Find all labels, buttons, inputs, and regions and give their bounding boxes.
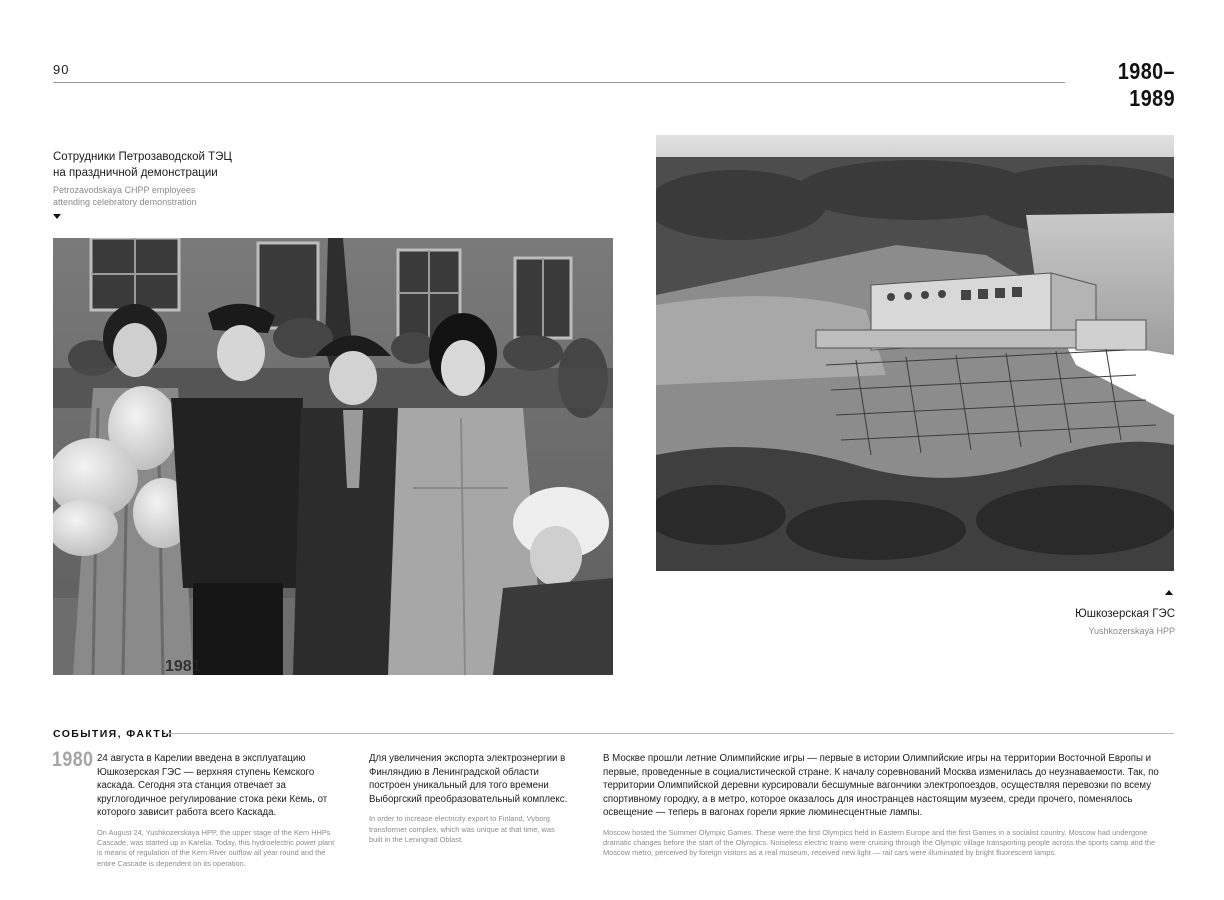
event-text-ru: 24 августа в Карелии введена в эксплуатацию Юшкозерская ГЭС — верхняя ступень Кемского каскада. Сегодня эта станция отвечает за круглогодичное регулирование стока реки Кемь, от которого зависит работа всего Каскада. [97, 753, 328, 819]
left-photo-caption [53, 149, 233, 208]
event-text-en: In order to increase electricity export to Finland, Vyborg transformer complex, which was unique at that time, was built in the Leningrad Oblast. [369, 814, 555, 844]
left-caption-en: Petrozavodskaya CHPP employees attending celebratory demonstration [53, 185, 197, 207]
photo-date-stamp: 1981 [165, 658, 201, 675]
photo-yushkozerskaya-hpp [656, 135, 1174, 571]
event-item-hpp [97, 752, 337, 869]
event-text-ru: Для увеличения экспорта электроэнергии в Финляндию в Ленинградской области построен уникальный для того времени Выборгский преобразовательный комплекс. [369, 753, 568, 805]
left-caption-ru-line2: на праздничной демонстрации [53, 167, 218, 179]
chapter-year-range: 1980–1989 [1117, 58, 1175, 111]
events-divider [165, 733, 1174, 734]
event-item-olympics [603, 752, 1173, 859]
event-text-ru: В Москве прошли летние Олимпийские игры — первые в истории Олимпийские игры на территории Восточной Европы и первые, проведенные в социалистической стране. К началу соревнований Москва изменилась до неузнаваемости. Так, по территории Олимпийской деревни курсировали бесшумные вагончики электропоездов, осуществляя перевозки по всему спортивному городку, а в метро, которое оказалось для иностранцев настоящим музеем, среди прочего, поменялось освещение — теперь в вагонах горели яркие люминесцентные лампы. [603, 753, 1159, 819]
page-number: 90 [53, 62, 70, 77]
event-text-en: Moscow hosted the Summer Olympic Games. These were the first Olympics held in Eastern Europe and the first Games in a socialist country. Moscow had undergone dramatic changes before the start of the Olympics. Noiseless electric trains were cruising through the Olympic village transporting people across the sports camp and the Moscow metro, perceived by foreign visitors as a real museum, received new light — rail cars were illuminated by bright fluorescent lamps. [603, 827, 1156, 858]
events-heading: СОБЫТИЯ, ФАКТЫ [53, 728, 173, 740]
triangle-up-icon [1165, 590, 1173, 595]
event-item-vyborg [369, 752, 569, 845]
event-text-en: On August 24, Yushkozerskaya HPP, the upper stage of the Kem HHPs Cascade, was started up in Karelia. Today, this hydroelectric power plant is means of regulation of the Kem River outflow all year round and the entire Cascade is dependent on its operation. [97, 827, 335, 868]
right-photo-caption [1010, 606, 1175, 637]
right-caption-en: Yushkozerskaya HPP [1088, 626, 1175, 636]
photo-chpp-employees [53, 238, 613, 675]
header-divider [53, 82, 1065, 83]
left-caption-ru-line1: Сотрудники Петрозаводской ТЭЦ [53, 151, 232, 163]
right-caption-ru: Юшкозерская ГЭС [1075, 608, 1175, 620]
event-year: 1980 [52, 748, 94, 771]
triangle-down-icon [53, 214, 61, 219]
